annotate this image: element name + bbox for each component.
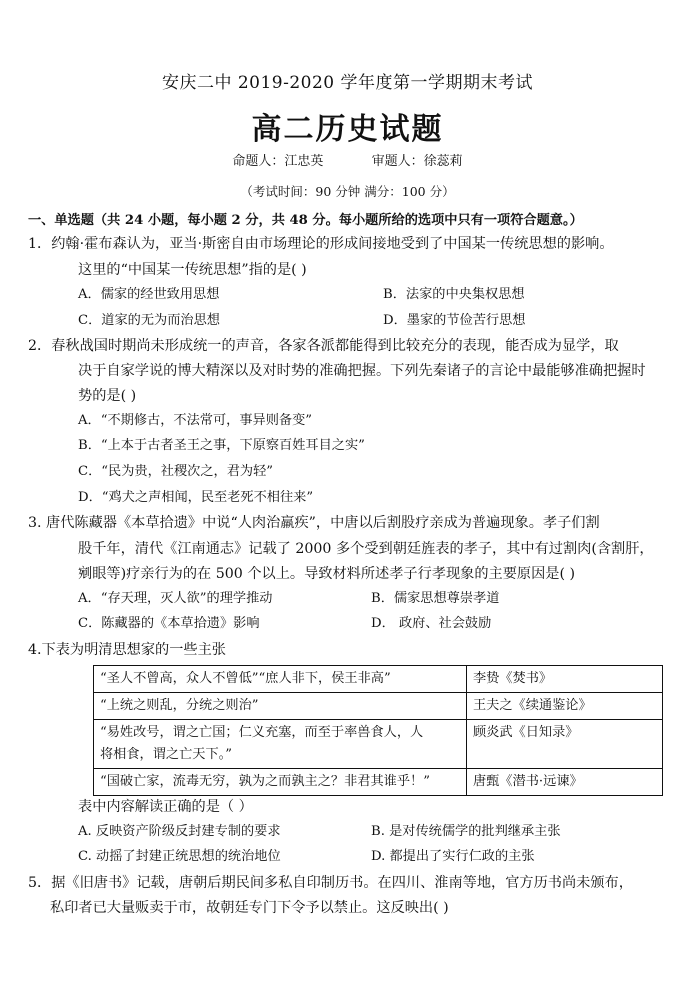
school-exam-line: 安庆二中 2019-2020 学年度第一学期期末考试 xyxy=(161,73,534,93)
q2-option-b: B．“上本于古者圣王之事，下原察百姓耳目之实” xyxy=(78,438,365,453)
q1-option-b: B．法家的中央集权思想 xyxy=(383,287,525,302)
table-row xyxy=(94,666,663,693)
q3-option-b: B．儒家思想尊崇孝道 xyxy=(371,591,500,606)
q4-option-a: A. 反映资产阶级反封建专制的要求 xyxy=(78,824,281,839)
q1-stem-line1: 1．约翰·霍布森认为，亚当·斯密自由市场理论的形成间接地受到了中国某一传统思想的影响。 xyxy=(28,236,614,252)
q5-stem-line1: 5．据《旧唐书》记载，唐朝后期民间多私自印制历书。在四川、淮南等地，官方历书尚未颁布， xyxy=(28,875,633,891)
quote-cell xyxy=(94,769,467,796)
q3-option-d: D． 政府、社会鼓励 xyxy=(371,616,492,631)
q1-option-d: D．墨家的节俭苦行思想 xyxy=(383,313,526,328)
setter-name: 命题人：江忠英 xyxy=(232,154,324,169)
quote-text: “上统之则乱，分统之则治” xyxy=(100,698,259,713)
q2-stem-line3: 势的是( ) xyxy=(78,388,137,404)
reviewer-name: 审题人：徐蕊莉 xyxy=(371,154,463,169)
q4-option-c: C. 动摇了封建正统思想的统治地位 xyxy=(78,849,281,864)
q3-stem-line3: 剜眼等)疗亲行为的在 500 个以上。导致材料所述孝子行孝现象的主要原因是( ) xyxy=(78,566,576,582)
source-cell: 王夫之《续通鉴论》 xyxy=(467,693,663,720)
q3-stem-line1: 3. 唐代陈藏器《本草拾遗》中说“人肉治羸疾”，中唐以后割股疗亲成为普遍现象。孝子们割 xyxy=(28,515,600,531)
quote-text: “易姓改号，谓之亡国；仁义充塞，而至于率兽食人，人 xyxy=(100,725,424,740)
exam-info: （考试时间：90 分钟 满分：100 分） xyxy=(240,184,455,199)
q2-option-a: A．“不期修古，不法常可，事异则备变” xyxy=(78,413,313,428)
quote-text: “圣人不曾高，众人不曾低”“庶人非下，侯王非高” xyxy=(100,671,391,686)
thinkers-table xyxy=(93,665,663,796)
q4-intro: 4.下表为明清思想家的一些主张 xyxy=(28,642,226,658)
source-cell: 唐甄《潜书·远谏》 xyxy=(467,769,663,796)
q4-option-b: B. 是对传统儒学的批判继承主张 xyxy=(371,824,561,839)
q2-option-c: C．“民为贵，社稷次之，君为轻” xyxy=(78,464,274,479)
source-cell: 李贽《焚书》 xyxy=(467,666,663,693)
q4-question: 表中内容解读正确的是（ ） xyxy=(78,799,253,815)
table-row xyxy=(94,693,663,720)
q3-option-a: A．“存天理，灭人欲”的理学推动 xyxy=(78,591,273,606)
q2-option-d: D．“鸡犬之声相闻，民至老死不相往来” xyxy=(78,490,314,505)
quote-text-continued: 将相食，谓之亡天下。” xyxy=(100,747,233,762)
quote-cell xyxy=(94,720,467,769)
q3-stem-line2: 股千年，清代《江南通志》记载了 2000 多个受到朝廷旌表的孝子，其中有过割肉(含割肝， xyxy=(78,541,654,557)
q1-stem-line2: 这里的“中国某一传统思想”指的是( ) xyxy=(78,262,307,278)
q3-option-c: C．陈藏器的《本草拾遗》影响 xyxy=(78,616,260,631)
q1-option-c: C．道家的无为而治思想 xyxy=(78,313,220,328)
q2-stem-line1: 2．春秋战国时期尚未形成统一的声音，各家各派都能得到比较充分的表现，能否成为显学，取 xyxy=(28,338,619,354)
q1-option-a: A．儒家的经世致用思想 xyxy=(78,287,220,302)
authors-line xyxy=(0,150,695,169)
table-row xyxy=(94,720,663,769)
page-title: 高二历史试题 xyxy=(251,112,444,147)
quote-cell xyxy=(94,693,467,720)
table-row xyxy=(94,769,663,796)
q4-option-d: D. 都提出了实行仁政的主张 xyxy=(371,849,535,864)
section-heading: 一、单选题（共 24 小题，每小题 2 分，共 48 分。每小题所给的选项中只有一项符合题意。） xyxy=(28,213,583,228)
quote-text: “国破亡家，流毒无穷，孰为之而孰主之？非君其谁乎！” xyxy=(100,774,430,789)
q5-stem-line2: 私印者已大量贩卖于市，故朝廷专门下令予以禁止。这反映出( ) xyxy=(50,900,449,916)
quote-cell xyxy=(94,666,467,693)
source-cell: 顾炎武《日知录》 xyxy=(467,720,663,769)
q2-stem-line2: 决于自家学说的博大精深以及对时势的准确把握。下列先秦诸子的言论中最能够准确把握时 xyxy=(78,363,646,379)
